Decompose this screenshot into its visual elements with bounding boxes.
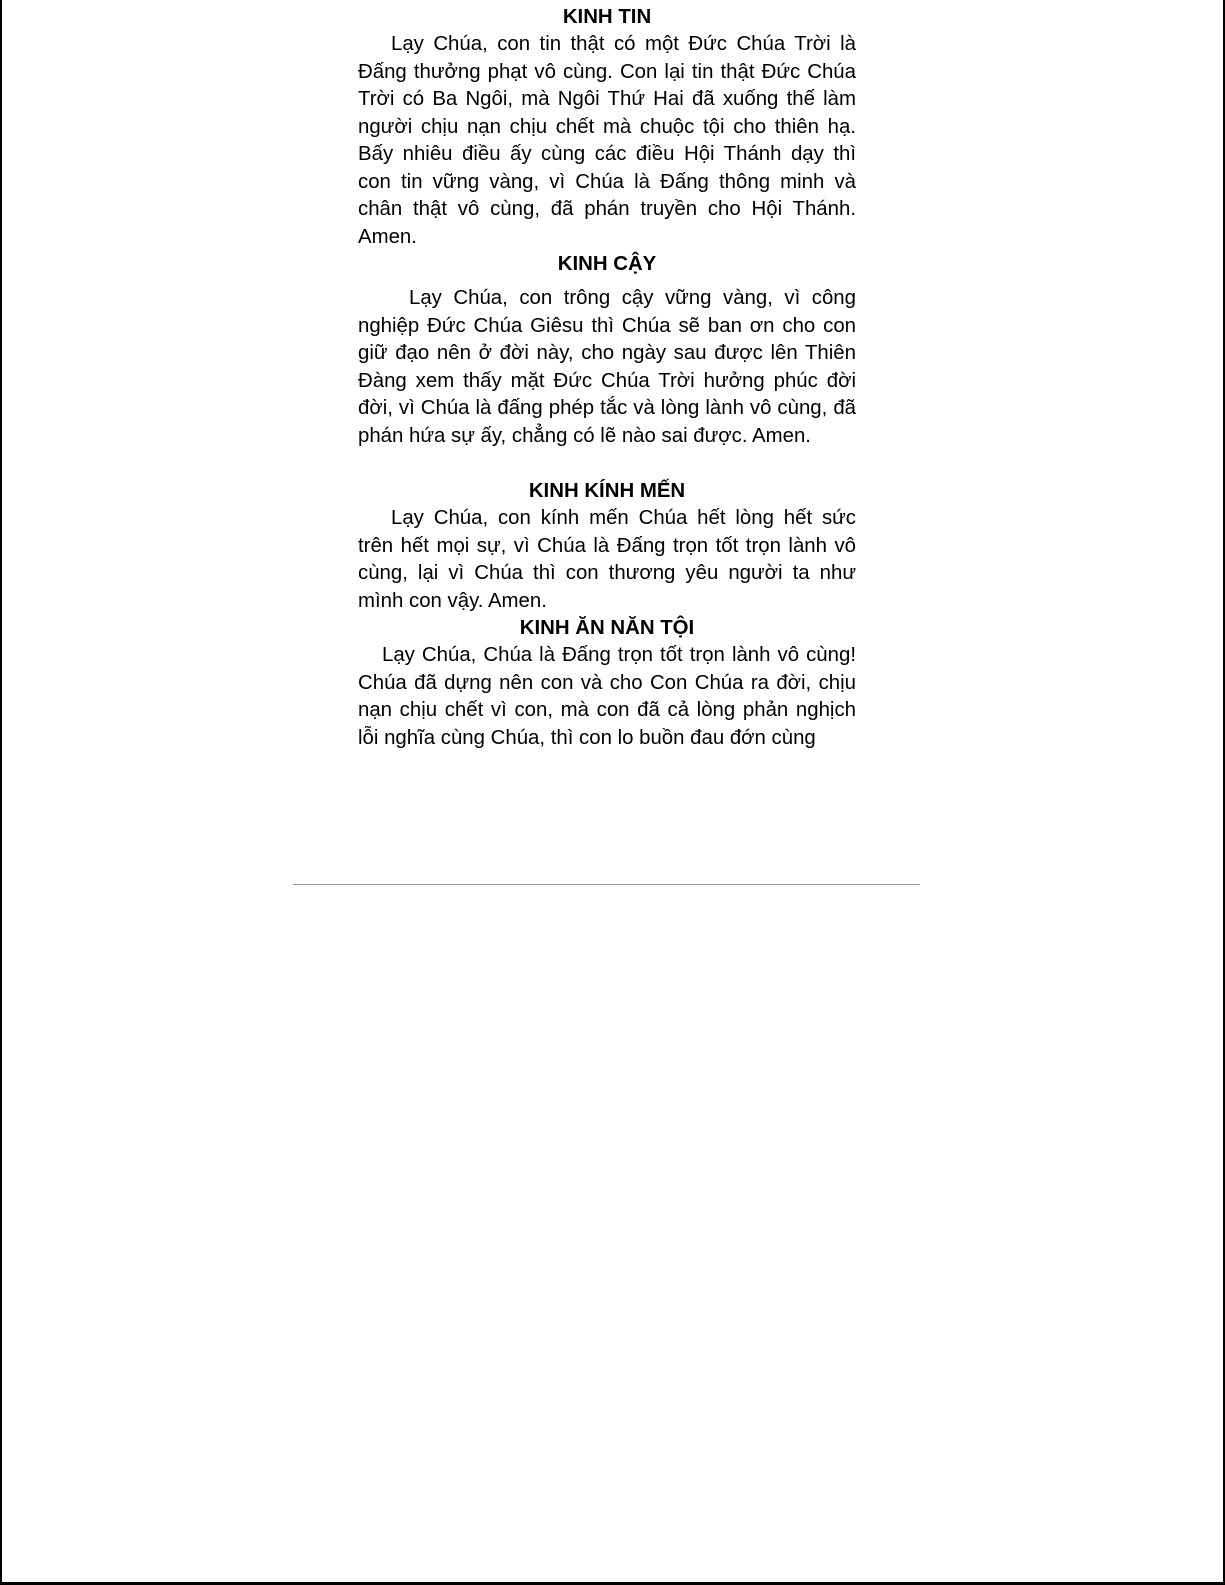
prayer-kinh-cay <box>358 251 856 450</box>
prayer-body: Lạy Chúa, con tin thật có một Đức Chúa Trời là Đấng thưởng phạt vô cùng. Con lại tin thật Đức Chúa Trời có Ba Ngôi, mà Ngôi Thứ Hai đã xuống thế làm người chịu nạn chịu chết mà chuộc tội cho thiên hạ. Bấy nhiêu điều ấy cùng các điều Hội Thánh dạy thì con tin vững vàng, vì Chúa là Đấng thông minh và chân thật vô cùng, đã phán truyền cho Hội Thánh. Amen. <box>358 33 856 248</box>
spacer <box>358 278 856 285</box>
prayer-title: KINH ĂN NĂN TỘI <box>519 617 695 639</box>
prayer-kinh-an-nan-toi <box>358 615 856 752</box>
prayer-title: KINH TIN <box>562 6 652 28</box>
page-divider <box>293 884 920 885</box>
spacer <box>358 450 856 478</box>
prayer-title: KINH CẬY <box>557 253 657 275</box>
prayer-body: Lạy Chúa, Chúa là Đấng trọn tốt trọn lành vô cùng! Chúa đã dựng nên con và cho Con Chúa ra đời, chịu nạn chịu chết vì con, mà con đã cả lòng phản nghịch lỗi nghĩa cùng Chúa, thì con lo buồn đau đớn cùng <box>358 644 856 749</box>
prayer-body: Lạy Chúa, con kính mến Chúa hết lòng hết sức trên hết mọi sự, vì Chúa là Đấng trọn tốt trọn lành vô cùng, lại vì Chúa thì con thương yêu người ta như mình con vậy. Amen. <box>358 507 856 612</box>
prayer-kinh-kinh-men <box>358 478 856 615</box>
prayer-page <box>358 4 856 752</box>
prayer-body: Lạy Chúa, con trông cậy vững vàng, vì công nghiệp Đức Chúa Giêsu thì Chúa sẽ ban ơn cho con giữ đạo nên ở đời này, cho ngày sau được lên Thiên Đàng xem thấy mặt Đức Chúa Trời hưởng phúc đời đời, vì Chúa là đấng phép tắc và lòng lành vô cùng, đã phán hứa sự ấy, chẳng có lẽ nào sai được. Amen. <box>358 287 856 447</box>
prayer-kinh-tin <box>358 4 856 251</box>
prayer-title: KINH KÍNH MẾN <box>528 480 686 502</box>
